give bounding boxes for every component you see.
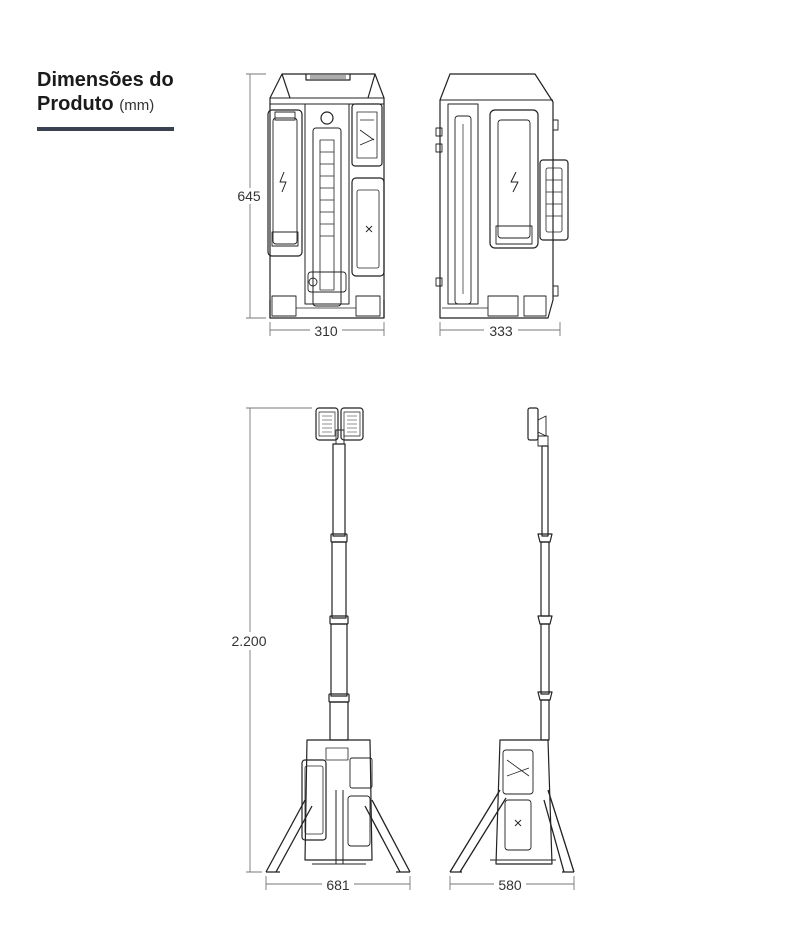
title-unit: (mm) [119,97,155,114]
side-view-tower [450,408,574,872]
dim-tower-height: 2.200 [231,633,267,649]
front-view-tower [266,408,410,872]
side-view-closed [436,74,568,318]
dim-tripod-width-side: 580 [498,877,522,893]
title-line-1: Dimensões do [37,69,174,91]
dim-body-width-side: 333 [489,323,513,339]
title-product: Produto [37,93,114,115]
dim-body-width-front: 310 [314,323,338,339]
front-view-closed [268,74,384,318]
dimension-lines [246,74,574,890]
dim-tripod-width-front: 681 [326,877,350,893]
dim-body-height: 645 [237,188,261,204]
